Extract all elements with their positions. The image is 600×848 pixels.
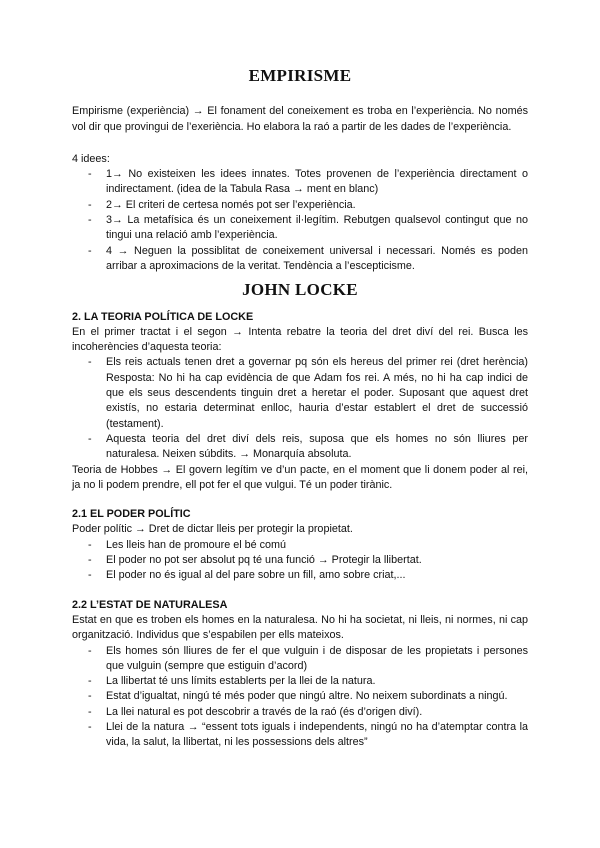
section-heading: 2.1 EL PODER POLÍTIC	[72, 508, 191, 521]
page-title-empirisme: EMPIRISME	[248, 66, 352, 85]
list-item: - 3→ La metafísica és un coneixement il·legítim. Rebutgen qualsevol contingut que no tingui una relació amb l’experiència.	[88, 213, 528, 244]
section-intro: En el primer tractat i el segon → Intenta rebatre la teoria del dret diví del rei. Busca les incoherències d’aquesta teoria:	[72, 325, 528, 354]
section-outro: Teoria de Hobbes → El govern legítim ve d’un pacte, en el moment que li donem poder al rei, ja no li podem prendre, ell pot fer el que vulgui. Té un poder tirànic.	[72, 463, 528, 491]
list-item: - Els reis actuals tenen dret a governar pq són els hereus del primer rei (dret herència) Resposta: No hi ha cap evidència de que Adam fos rei. A més, no hi ha cap indici de que els seus descendents tinguin dret a heretar el poder. Suposant que aquest dret existís, no estaria determinat enlloc, hauria d’estar establert el dret de successió (testament).	[88, 355, 528, 431]
section-teoria-politica	[72, 310, 528, 494]
section-list	[72, 538, 528, 584]
empirisme-intro: Empirisme (experiència) → El fonament del coneixement es troba en l’experiència. No només vol dir que provingui de l’exeriència. Ho elabora la raó a partir de les dades de l’experiència.	[72, 105, 528, 133]
list-item: - La llei natural es pot descobrir a través de la raó (és d’origen diví).	[88, 705, 528, 720]
list-item: - Aquesta teoria del dret diví dels reis, suposa que els homes no són lliures per naturalesa. Neixen súbdits. → Monarquía absoluta.	[88, 432, 528, 463]
list-item: - 1→ No existeixen les idees innates. Totes provenen de l’experiència directament o indirectament. (idea de la Tabula Rasa → ment en blanc)	[88, 167, 528, 198]
section-list	[72, 355, 528, 462]
list-item: - 2→ El criteri de certesa només pot ser l’experiència.	[88, 198, 528, 213]
list-item: - 4 → Neguen la possiblitat de coneixement universal i necessari. Només es poden arribar a aproximacions de la veritat. Tendència a l’escepticisme.	[88, 244, 528, 275]
list-item: - La llibertat té uns límits establerts per la llei de la natura.	[88, 674, 528, 689]
list-item: - Estat d’igualtat, ningú té més poder que ningú altre. No neixem subordinats a ningú.	[88, 689, 528, 704]
list-item: - Els homes són lliures de fer el que vulguin i de disposar de les propietats i persones que vulguin (sempre que estiguin d’acord)	[88, 644, 528, 675]
spacer	[72, 135, 528, 152]
section-heading: 2.2 L’ESTAT DE NATURALESA	[72, 598, 228, 611]
list-item: - El poder no és igual al del pare sobre un fill, amo sobre criat,...	[88, 568, 528, 583]
list-item: - El poder no pot ser absolut pq té una funció → Protegir la llibertat.	[88, 553, 528, 568]
section-intro: Poder polític → Dret de dictar lleis per protegir la propietat.	[72, 523, 353, 536]
ideas-list	[72, 167, 528, 274]
section-estat-naturalesa	[72, 598, 528, 751]
section-intro: Estat en que es troben els homes en la naturalesa. No hi ha societat, ni lleis, ni normes, ni cap organització. Individus que s’espabilen per ells mateixos.	[72, 613, 528, 642]
section-poder-politic	[72, 507, 528, 583]
ideas-label: 4 idees:	[72, 152, 110, 165]
section-list	[72, 644, 528, 751]
list-item: - Llei de la natura → “essent tots iguals i independents, ningú no ha d’atemptar contra la vida, la salut, la llibertat, ni les possessions dels altres”	[88, 720, 528, 751]
section-heading: 2. LA TEORIA POLÍTICA DE LOCKE	[72, 310, 254, 323]
page-title-locke: JOHN LOCKE	[242, 280, 358, 300]
list-item: - Les lleis han de promoure el bé comú	[88, 538, 528, 553]
